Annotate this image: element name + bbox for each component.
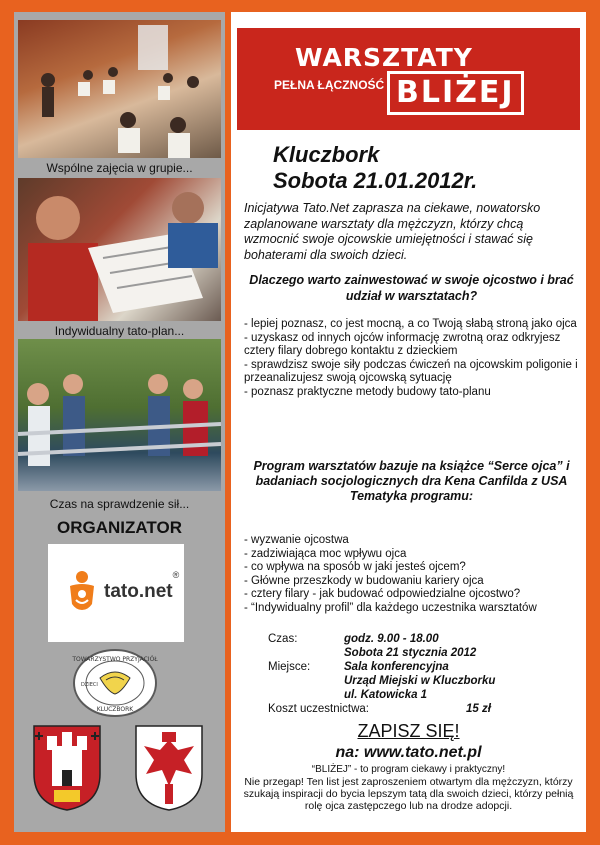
family-icon [66, 570, 98, 614]
tpd-kluczbork-seal [72, 648, 158, 718]
intro-text: Inicjatywa Tato.Net zaprasza na ciekawe, nowatorsko zaplanowane warsztaty dla mężczyzn, którzy chcą wzmocnić swoje ojcowskie umiejętności i stawać się bohaterami dla swoich dzieci. [244, 201, 541, 262]
main-content [231, 12, 586, 832]
organizer-heading: ORGANIZATOR [57, 518, 182, 537]
tato-net-logo[interactable] [48, 544, 184, 642]
list-item: - sprawdzisz swoje siły podczas ćwiczeń na ojcowskim poligonie i przeanalizujesz swoją ojcowską sytuację [244, 358, 578, 384]
group-workshop-photo [18, 20, 221, 158]
list-item: - wyzwanie ojcostwa [244, 534, 349, 546]
list-item: - lepiej poznasz, co jest mocną, a co Twoją słabą stroną jako ojca [244, 318, 577, 330]
event-date: Sobota 21.01.2012r. [273, 168, 478, 193]
powiat-kluczborski-coat-of-arms [134, 724, 204, 812]
place-label: Miejsce: [268, 661, 311, 673]
event-city: Kluczbork [273, 142, 380, 167]
svg-text:KLUCZBORK: KLUCZBORK [96, 706, 134, 713]
cost-label: Koszt uczestnictwa: [268, 703, 369, 715]
topics-title: Tematyka programu: [349, 489, 474, 503]
place-value: ul. Katowicka 1 [344, 689, 428, 701]
photo-caption: Wspólne zajęcia w grupie... [46, 161, 193, 175]
program-banner [237, 28, 580, 130]
poster [14, 12, 586, 832]
place-value: Urząd Miejski w Kluczborku [344, 675, 496, 687]
time-label: Czas: [268, 633, 298, 645]
list-item: - co wpływa na sposób w jaki jesteś ojcem? [244, 561, 466, 573]
footer-invitation: Nie przegap! Ten list jest zaproszeniem otwartym dla mężczyzn, którzy szukają inspiracji do bycia lepszym tatą dla swoich dzieci, którzy pełnią rolę ojca zastępczego lub na drodze adopcji. [243, 776, 574, 812]
photo-caption: Indywidualny tato-plan... [54, 324, 185, 338]
list-item: - zadziwiająca moc wpływu ojca [244, 547, 407, 560]
list-item: - uzyskasz od innych ojców informację zwrotną oraz odkryjesz cztery filary dobrego kontaktu z dzieckiem [244, 331, 561, 357]
date-value: Sobota 21 stycznia 2012 [344, 647, 477, 659]
place-value: Sala konferencyjna [344, 661, 449, 673]
photo-caption: Czas na sprawdzenie sił... [49, 497, 190, 511]
banner-highlight: BLIŻEJ [387, 71, 524, 115]
list-item: - poznasz praktyczne metody budowy tato-planu [244, 385, 491, 398]
why-question: Dlaczego warto zainwestować w swoje ojcostwo i brać udział w warsztatach? [249, 273, 574, 303]
program-intro: Program warsztatów bazuje na książce “Serce ojca” i badaniach socjologicznych dra Kena Canfilda z USA [253, 459, 570, 488]
tagline: “BLIŻEJ” - to program ciekawy i praktyczny! [311, 764, 506, 775]
strength-exercise-photo [18, 339, 221, 491]
program-description [244, 459, 579, 504]
left-sidebar [14, 12, 225, 832]
banner-title: WARSZTATY [295, 43, 473, 72]
benefits-list [244, 318, 579, 399]
list-item: - Główne przeszkody w budowaniu kariery ojca [244, 574, 484, 587]
logo-text: tato.net [104, 581, 173, 602]
topics-list [244, 534, 579, 615]
kluczbork-coat-of-arms [32, 724, 102, 812]
cost-value: 15 zł [466, 703, 491, 715]
banner-subtitle: PEŁNA ŁĄCZNOŚĆ [274, 78, 385, 92]
website-link[interactable]: na: www.tato.net.pl [335, 744, 482, 761]
individual-plan-photo [18, 178, 221, 321]
list-item: - cztery filary - jak budować odpowiedzialne ojcostwo? [244, 588, 521, 600]
signup-link[interactable]: ZAPISZ SIĘ! [357, 721, 460, 741]
svg-text:DZIECI: DZIECI [81, 682, 98, 688]
list-item: - “Indywidualny profil” dla każdego uczestnika warsztatów [244, 601, 537, 614]
registered-mark: ® [172, 570, 180, 580]
svg-text:TOWARZYSTWO PRZYJACIÓŁ: TOWARZYSTWO PRZYJACIÓŁ [72, 656, 158, 663]
event-heading [273, 142, 477, 194]
time-value: godz. 9.00 - 18.00 [344, 633, 439, 645]
